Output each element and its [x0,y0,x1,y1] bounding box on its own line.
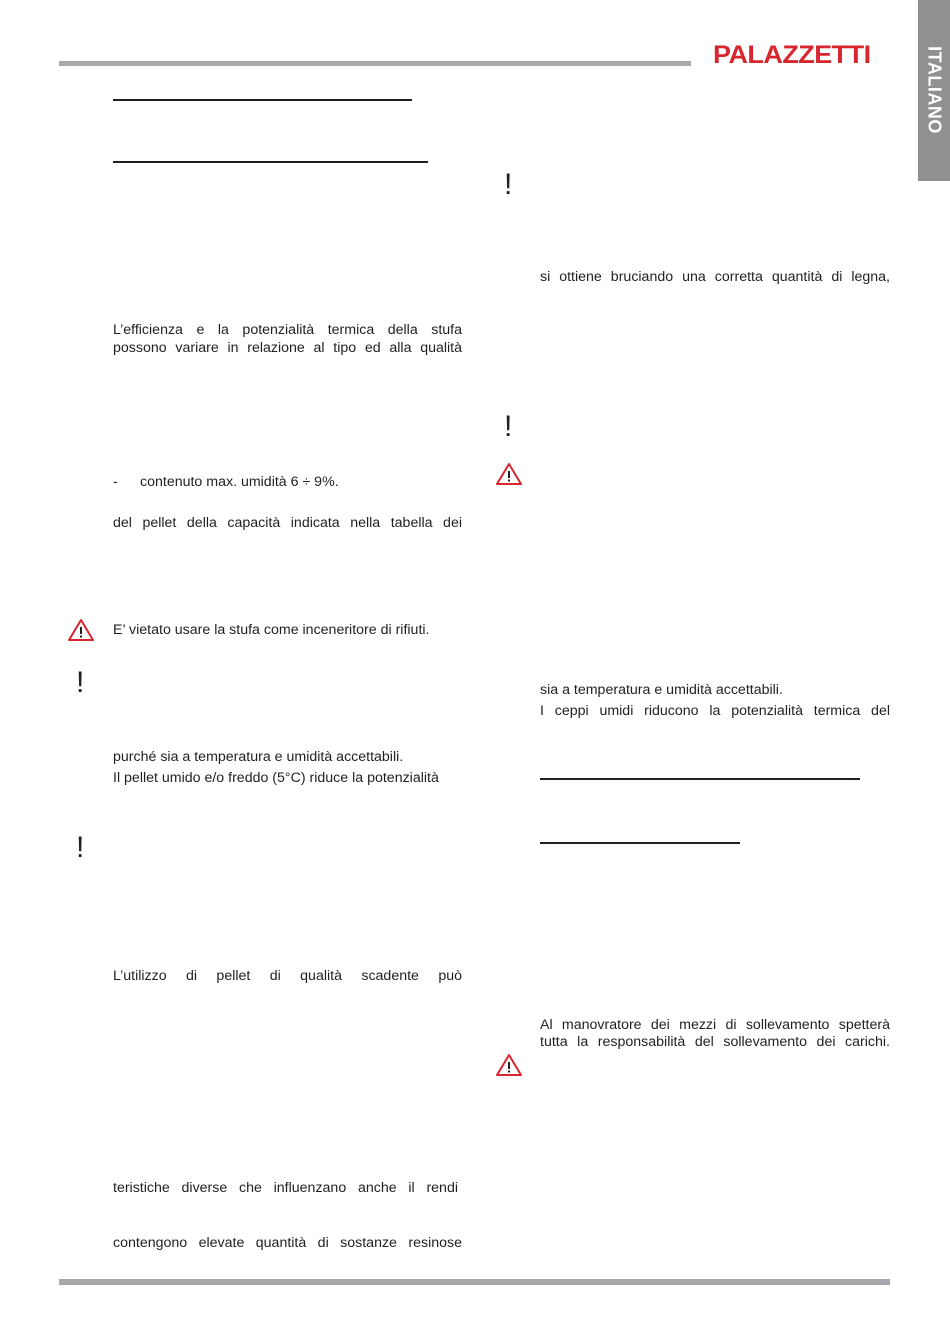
heading-underline [540,842,740,844]
warning-icon [495,1053,523,1077]
paragraph-line: sia a temperatura e umidità accettabili. [540,682,783,698]
warning-text: E’ vietato usare la stufa come inceneritore di rifiuti. [113,622,430,638]
heading-underline [113,161,428,163]
exclamation-icon: ! [76,666,85,699]
paragraph-line: Il pellet umido e/o freddo (5°C) riduce la potenzialità [113,770,439,786]
paragraph-line: contengono elevate quantità di sostanze resinose [113,1235,462,1251]
paragraph-line: teristiche diverse che influenzano anche il rendi [113,1180,458,1196]
exclamation-icon: ! [76,831,85,864]
list-bullet: - [113,474,118,490]
paragraph-line: tutta la responsabilità del sollevamento dei carichi. [540,1034,890,1050]
exclamation-icon: ! [504,168,513,201]
paragraph-line: purché sia a temperatura e umidità accettabili. [113,749,404,765]
footer-rule [59,1279,890,1285]
header-rule [59,61,691,66]
brand-logo: PALAZZETTI [713,41,871,69]
paragraph-line: si ottiene bruciando una corretta quantità di legna, [540,269,890,285]
paragraph-line: possono variare in relazione al tipo ed alla qualità [113,340,462,356]
paragraph-line: I ceppi umidi riducono la potenzialità termica del [540,703,890,719]
paragraph-line: del pellet della capacità indicata nella tabella dei [113,515,462,531]
heading-underline [113,99,412,101]
heading-underline [540,778,860,780]
warning-icon [67,618,95,642]
warning-icon [495,462,523,486]
paragraph-line: L’efficienza e la potenzialità termica della stufa [113,322,462,338]
list-item: contenuto max. umidità 6 ÷ 9%. [140,474,339,490]
paragraph-line: L’utilizzo di pellet di qualità scadente può [113,968,462,984]
language-tab-label: ITALIANO [924,46,945,134]
exclamation-icon: ! [504,410,513,443]
language-tab [918,0,950,181]
paragraph-line: Al manovratore dei mezzi di sollevamento spetterà [540,1017,890,1033]
